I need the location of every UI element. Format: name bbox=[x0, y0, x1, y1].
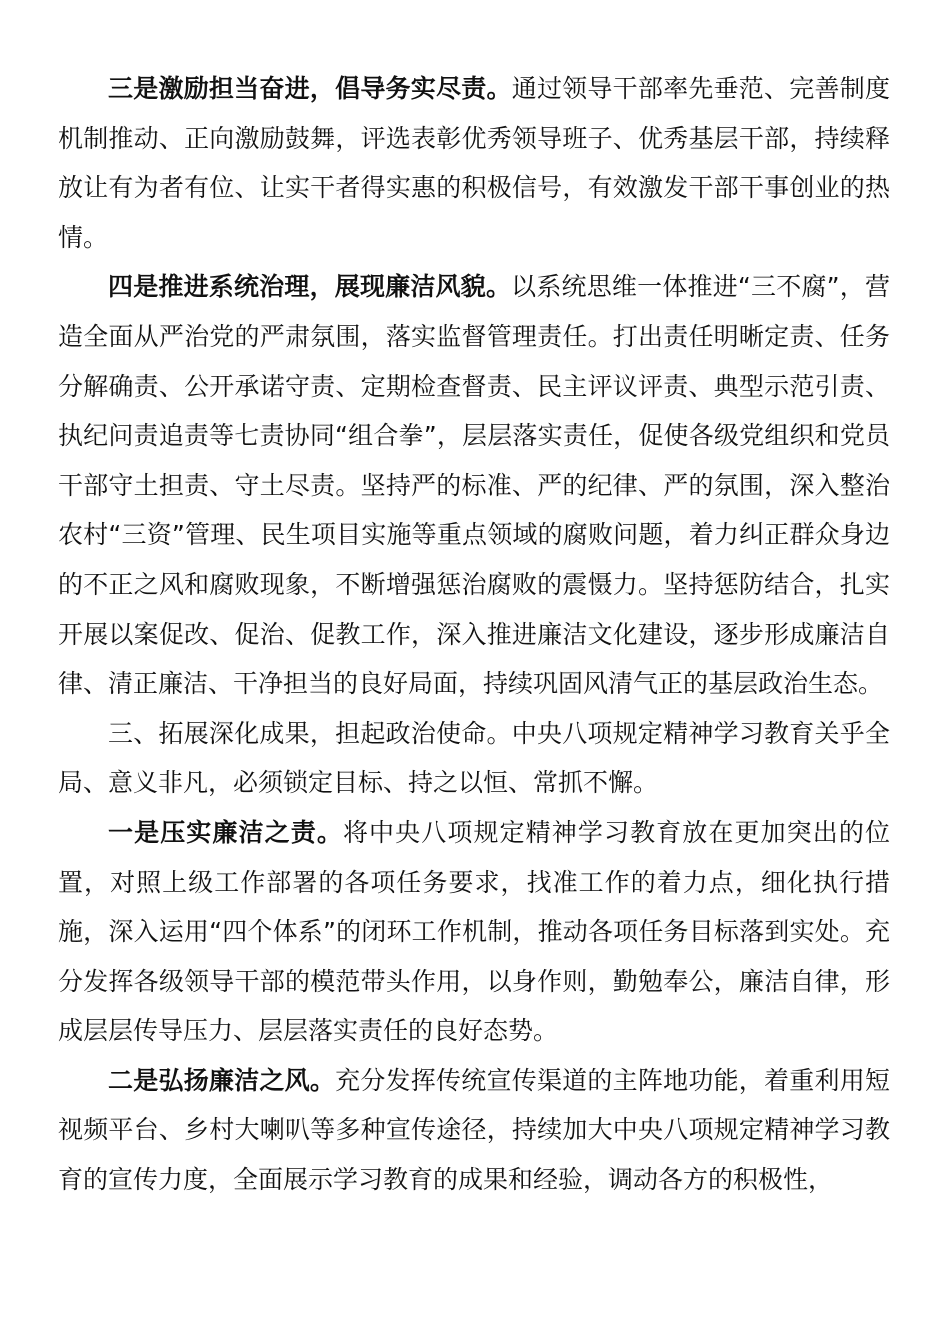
paragraph-heading: 二是弘扬廉洁之风。 bbox=[108, 1065, 336, 1095]
paragraph-heading: 四是推进系统治理，展现廉洁风貌。 bbox=[108, 272, 512, 302]
paragraph-heading: 一是压实廉洁之责。 bbox=[108, 817, 343, 847]
paragraph-2-ethos bbox=[58, 1056, 890, 1205]
paragraph-text: 通过领导干部率先垂范、完善制度机制推动、正向激励鼓舞，评选表彰优秀领导班子、优秀基层干部，持续释放让有为者有位、让实干者得实惠的积极信号，有效激发干部干事创业的热情。 bbox=[58, 74, 890, 252]
paragraph-text: 以系统思维一体推进“三不腐”，营造全面从严治党的严肃氛围，落实监督管理责任。打出责任明晰定责、任务分解确责、公开承诺守责、定期检查督责、民主评议评责、典型示范引责、执纪问责追责等七责协同“组合拳”，层层落实责任，促使各级党组织和党员干部守土担责、守土尽责。坚持严的标准、严的纪律、严的氛围，深入整治农村“三资”管理、民生项目实施等重点领域的腐败问题，着力纠正群众身边的不正之风和腐败现象，不断增强惩治腐败的震慑力。坚持惩防结合，扎实开展以案促改、促治、促教工作，深入推进廉洁文化建设，逐步形成廉洁自律、清正廉洁、干净担当的良好局面，持续巩固风清气正的基层政治生态。 bbox=[58, 272, 890, 699]
paragraph-heading: 三是激励担当奋进，倡导务实尽责。 bbox=[108, 74, 512, 103]
paragraph-1-responsibility bbox=[58, 808, 890, 1056]
paragraph-4-governance bbox=[58, 262, 890, 708]
paragraph-text: 三、拓展深化成果，担起政治使命。中央八项规定精神学习教育关乎全局、意义非凡，必须锁定目标、持之以恒、常抓不懈。 bbox=[58, 718, 890, 798]
paragraph-text: 将中央八项规定精神学习教育放在更加突出的位置，对照上级工作部署的各项任务要求，找准工作的着力点，细化执行措施，深入运用“四个体系”的闭环工作机制，推动各项任务目标落到实处。充分发挥各级领导干部的模范带头作用，以身作则，勤勉奉公，廉洁自律，形成层层传导压力、层层落实责任的良好态势。 bbox=[58, 817, 890, 1046]
paragraph-3-incentive bbox=[58, 64, 890, 262]
section-three-heading bbox=[58, 709, 890, 808]
document-body bbox=[58, 64, 890, 1205]
paragraph-text: 充分发挥传统宣传渠道的主阵地功能，着重利用短视频平台、乡村大喇叭等多种宣传途径，持续加大中央八项规定精神学习教育的宣传力度，全面展示学习教育的成果和经验，调动各方的积极性， bbox=[58, 1065, 890, 1195]
